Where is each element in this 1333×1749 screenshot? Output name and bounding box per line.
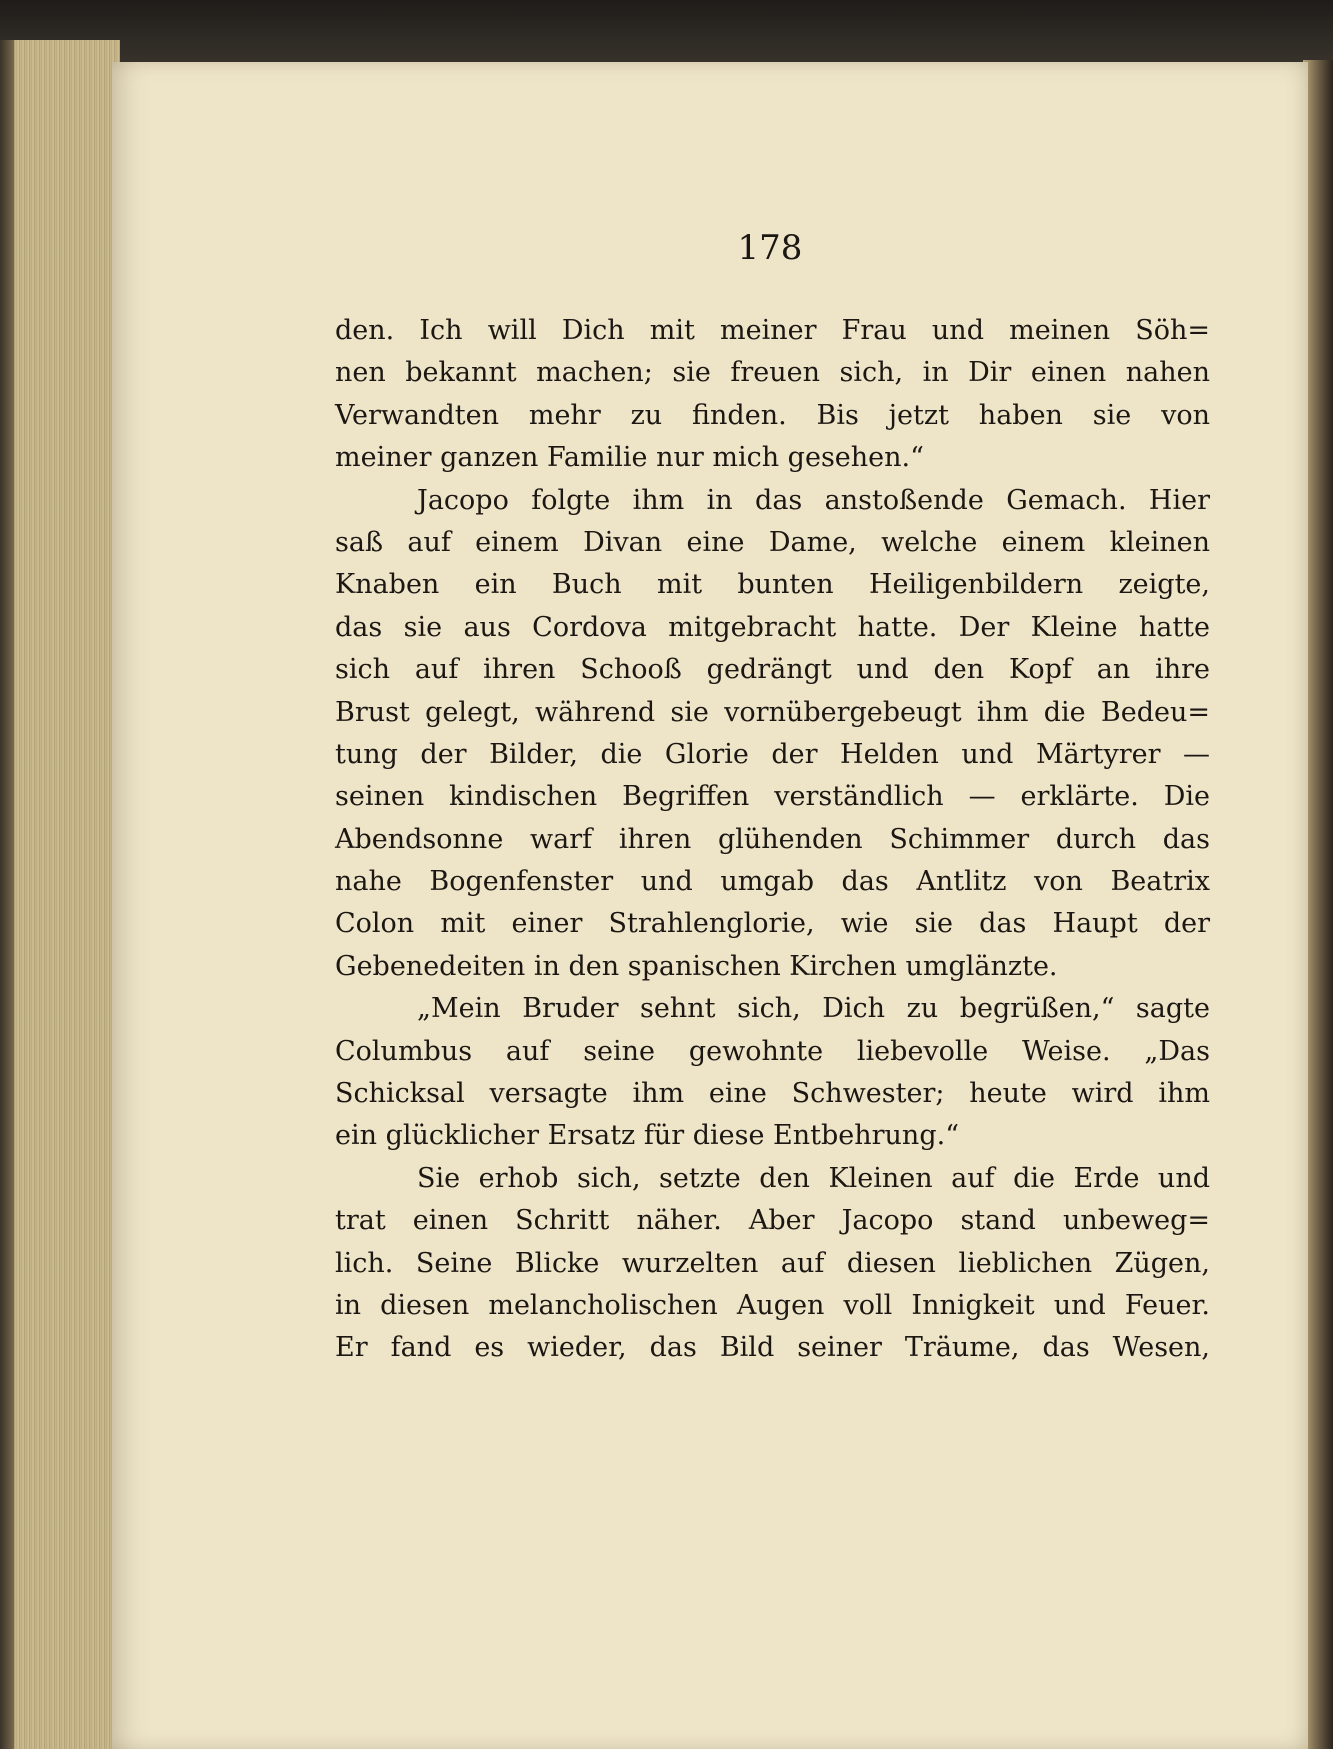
text-line: saß auf einem Divan eine Dame, welche einem kleinen [335, 526, 1210, 558]
text-line: Gebenedeiten in den spanischen Kirchen umglänzte. [335, 950, 1058, 982]
text-line: tung der Bilder, die Glorie der Helden und Märtyrer — [335, 738, 1210, 770]
text-line: Sie erhob sich, setzte den Kleinen auf die Erde und [417, 1162, 1210, 1194]
text-line: seinen kindischen Begriffen verständlich — erklärte. Die [335, 781, 1210, 813]
text-line: Verwandten mehr zu finden. Bis jetzt haben sie von [335, 399, 1210, 431]
page-edges-left [0, 40, 120, 1749]
binding-shadow [0, 40, 14, 1749]
body-text [335, 310, 1210, 1370]
book-cover-top [0, 0, 1333, 70]
text-line: Colon mit einer Strahlenglorie, wie sie das Haupt der [335, 908, 1210, 940]
text-line: sich auf ihren Schooß gedrängt und den Kopf an ihre [335, 654, 1210, 686]
text-line: Knaben ein Buch mit bunten Heiligenbildern zeigte, [335, 569, 1210, 601]
text-line: das sie aus Cordova mitgebracht hatte. Der Kleine hatte [335, 611, 1210, 643]
text-line: meiner ganzen Familie nur mich gesehen.“ [335, 442, 924, 474]
text-line: „Mein Bruder sehnt sich, Dich zu begrüßen,“ sagte [417, 993, 1210, 1025]
text-line: Jacopo folgte ihm in das anstoßende Gemach. Hier [417, 484, 1210, 516]
text-line: Schicksal versagte ihm eine Schwester; heute wird ihm [335, 1078, 1210, 1110]
text-line: Brust gelegt, während sie vornübergebeugt ihm die Bedeu= [335, 696, 1210, 728]
text-line: Er fand es wieder, das Bild seiner Träume, das Wesen, [335, 1332, 1210, 1364]
page-number: 178 [737, 228, 803, 268]
text-line: ein glücklicher Ersatz für diese Entbehrung.“ [335, 1120, 959, 1152]
text-line: nahe Bogenfenster und umgab das Antlitz von Beatrix [335, 866, 1210, 898]
text-line: lich. Seine Blicke wurzelten auf diesen lieblichen Zügen, [335, 1247, 1210, 1279]
text-line: in diesen melancholischen Augen voll Innigkeit und Feuer. [335, 1289, 1210, 1321]
text-line: den. Ich will Dich mit meiner Frau und meinen Söh= [335, 315, 1210, 346]
text-line: trat einen Schritt näher. Aber Jacopo stand unbeweg= [335, 1205, 1210, 1237]
text-line: Abendsonne warf ihren glühenden Schimmer durch das [335, 823, 1210, 855]
text-line: Columbus auf seine gewohnte liebevolle Weise. „Das [335, 1035, 1210, 1067]
text-line: nen bekannt machen; sie freuen sich, in Dir einen nahen [335, 357, 1210, 389]
